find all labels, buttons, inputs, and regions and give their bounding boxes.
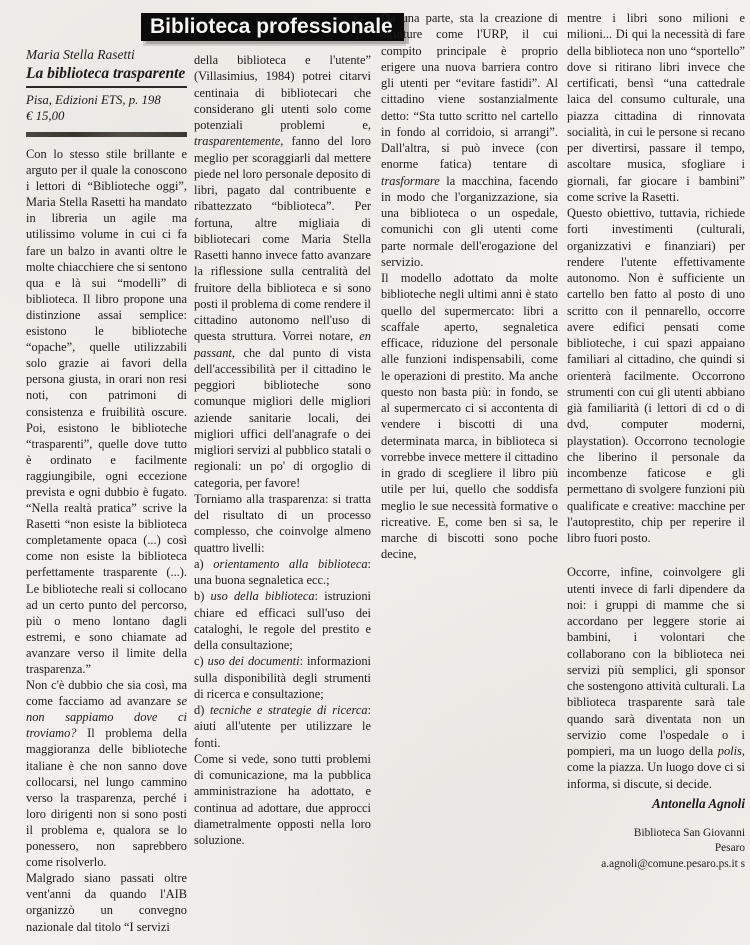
affiliation-line: a.agnoli@comune.pesaro.ps.it s bbox=[601, 857, 745, 870]
paragraph: Da una parte, sta la creazione di strutture come l'URP, il cui compito principale è proprio erigere una nuova barriera contro gli utenti per “evitare fastidi”. Al cittadino viene sostanzialmente detto: “Sta tutto scritto nel cartello in fondo al corridoio, si arrangi”. Dall'altra, si può invece (con enorme fatica) tentare di trasformare la macchina, facendo in modo che l'organizzazione, sia una biblioteca o un ospedale, comunichi con gli utenti come parte normale dell'erogazione del servizio. bbox=[381, 11, 558, 269]
book-title: La biblioteca trasparente bbox=[26, 65, 186, 82]
paragraph: Con lo stesso stile brillante e arguto per il quale la conoscono i lettori di “Biblioteche oggi”, Maria Stella Rasetti ha mandato in libreria un agile ma utilissimo volume in cui ci fa fare un balzo in avanti oltre le molte chiacchiere che si sentono qua e là sui “modelli” di biblioteca. Il libro propone una distinzione assai semplice: esistono le biblioteche “opache”, quelle utilizzabili solo grazie ai favori della persona giusta, in orari non resi noti, con patrimoni di consistenza e fruibilità oscure. Poi, esistono le biblioteche “trasparenti”, quelle dove tutto è ordinato e facilmente raggiungibile, ogni eccezione prevista e ogni dubbio è fugato. “Nella realtà pratica” scrive la Rasetti “non esiste la biblioteca completamente opaca (...) così come non esiste la biblioteca perfettamente trasparente (...). Le biblioteche reali si collocano ad un certo punto del percorso, più o meno lontano dagli estremi, e sono chiamate ad avanzare verso il limite della trasparenza.” bbox=[26, 147, 188, 676]
section-header: Biblioteca professionale bbox=[141, 13, 404, 41]
paragraph: mentre i libri sono milioni e milioni... Di qui la necessità di fare della biblioteca non uno “sportello” dove si ritirano libri invece che certificati, bensì “una cattedrale laica del consumo culturale, una piazza cittadina di rinnovata socialità, in cui le persone si recano per divertirsi, passare il tempo, ascoltare musica, sfogliare i giornali, far giocare i bambini” come scrive la Rasetti. bbox=[567, 11, 745, 204]
column-1 bbox=[26, 46, 187, 935]
reviewer-affiliation bbox=[567, 826, 745, 873]
column-1-body bbox=[26, 146, 187, 935]
column-2-body bbox=[194, 52, 371, 848]
affiliation-line: Biblioteca San Giovanni bbox=[633, 826, 745, 839]
paragraph: Il modello adottato da molte biblioteche negli ultimi anni è stato quello del supermercato: libri a scaffale aperto, segnaletica efficace, riduzione del personale alle funzioni indispensabili, come le operazioni di prestito. Ma anche questo non basta più: in fondo, se al supermercato ci si accontenta di vendere i biscotti di una determinata marca, in biblioteca si vorrebbe invece mettere il cittadino in grado di scegliere il libro più utile per lui, quello che soddisfa meglio le sue necessità formative o ricreative. E, come ben si sa, le marche di biscotti sono poche decine, bbox=[381, 271, 558, 562]
paragraph: b) uso della biblioteca: istruzioni chiare ed efficaci sull'uso dei cataloghi, le regole del prestito e della consultazione; bbox=[194, 589, 371, 652]
paragraph: Non c'è dubbio che sia così, ma come facciamo ad avanzare se non sappiamo dove ci troviamo? Il problema della maggioranza delle biblioteche italiane è che non sanno dove collocarsi, nel lungo cammino verso la trasparenza, perché i loro dirigenti non si sono posti il problema e, qualora se lo ponessero, non saprebbero come risolverlo. bbox=[26, 678, 187, 870]
paragraph: Torniamo alla trasparenza: si tratta del risultato di un processo complesso, che coinvolge almeno quattro livelli: bbox=[194, 491, 371, 555]
paragraph: Malgrado siano passati oltre vent'anni da quando l'AIB organizzò un convegno nazionale dal titolo “I servizi bbox=[26, 871, 187, 934]
paragraph: a) orientamento alla biblioteca: una buona segnaletica ecc.; bbox=[194, 556, 371, 587]
paragraph: Questo obiettivo, tuttavia, richiede forti investimenti (culturali, organizzativi e finanziari) per rendere l'utente effettivamente autonomo. Non è sufficiente un cartello ben fatto al posto di uno scritto con il pennarello, occorre avere edifici pensati come biblioteche, i cui spazi appaiano familiari al cittadino, che quindi si orienterà facilmente. Occorrono strumenti con cui gli utenti abbiano già familiarità (i lettori di cd o di dvd, computer moderni, playstation). Occorrono tecnologie che liberino il personale da incombenze faticose e gli permettano di svolgere funzioni più qualificate e creative: macchine per l'autoprestito, chip per reperire il libro fuori posto. bbox=[567, 206, 745, 545]
paragraph: Occorre, infine, coinvolgere gli utenti invece di farli dipendere da noi: i gruppi di mamme che si accordano per leggere storie ai bambini, i volontari che collaborano con la biblioteca nei servizi più semplici, gli sponsor che sostengono attività culturali. La biblioteca trasparente sarà tale quando sarà diventata non un servizio come l'ospedale o i pompieri, ma un luogo della polis, come la piazza. Un luogo dove ci si informa, si discute, si decide. bbox=[567, 565, 745, 791]
affiliation-line: Pesaro bbox=[714, 842, 745, 855]
paragraph: della biblioteca e l'utente” (Villasimius, 1984) potrei citarvi centinaia di bibliotecari che considerano gli utenti solo come potenziali problemi e, trasparentemente, fanno del loro meglio per scoraggiarli dal mettere piede nel loro personale deposito di libri, pagato dal contribuente e ribattezzato “biblioteca”. Per fortuna, altre migliaia di bibliotecari come Maria Stella Rasetti hanno invece fatto avanzare la riflessione sulla centralità del fruitore della biblioteca e si sono posti il problema di come rendere il cittadino autonomo nell'uso di questa struttura. Vorrei notare, en passant, che dal punto di vista dell'accessibilità per il cittadino le peggiori biblioteche sono comunque migliori delle migliori aziende sanitarie locali, dei migliori uffici dell'anagrafe o dei migliori servizi al pubblico statali o regionali: un po' di orgoglio di categoria, per favore! bbox=[194, 53, 371, 490]
thick-rule bbox=[26, 132, 187, 137]
book-author: Maria Stella Rasetti bbox=[26, 47, 135, 62]
reviewer-signature: Antonella Agnoli bbox=[652, 795, 745, 811]
book-imprint: Pisa, Edizioni ETS, p. 198 bbox=[26, 93, 161, 107]
column-4-body bbox=[567, 10, 745, 792]
column-4 bbox=[567, 10, 745, 872]
paragraph: c) uso dei documenti: informazioni sulla disponibilità degli strumenti di ricerca e consultazione; bbox=[194, 654, 371, 701]
column-2 bbox=[194, 52, 371, 848]
book-price: € 15,00 bbox=[26, 109, 65, 123]
thin-rule bbox=[26, 86, 187, 88]
column-3 bbox=[381, 10, 558, 563]
paragraph: Come si vede, sono tutti problemi di comunicazione, ma la pubblica amministrazione ha adottato, e continua ad adottare, due approcci diametralmente opposti nella loro soluzione. bbox=[194, 751, 371, 847]
column-3-body bbox=[381, 10, 558, 563]
paragraph: d) tecniche e strategie di ricerca: aiuti all'utente per utilizzare le fonti. bbox=[194, 703, 372, 750]
